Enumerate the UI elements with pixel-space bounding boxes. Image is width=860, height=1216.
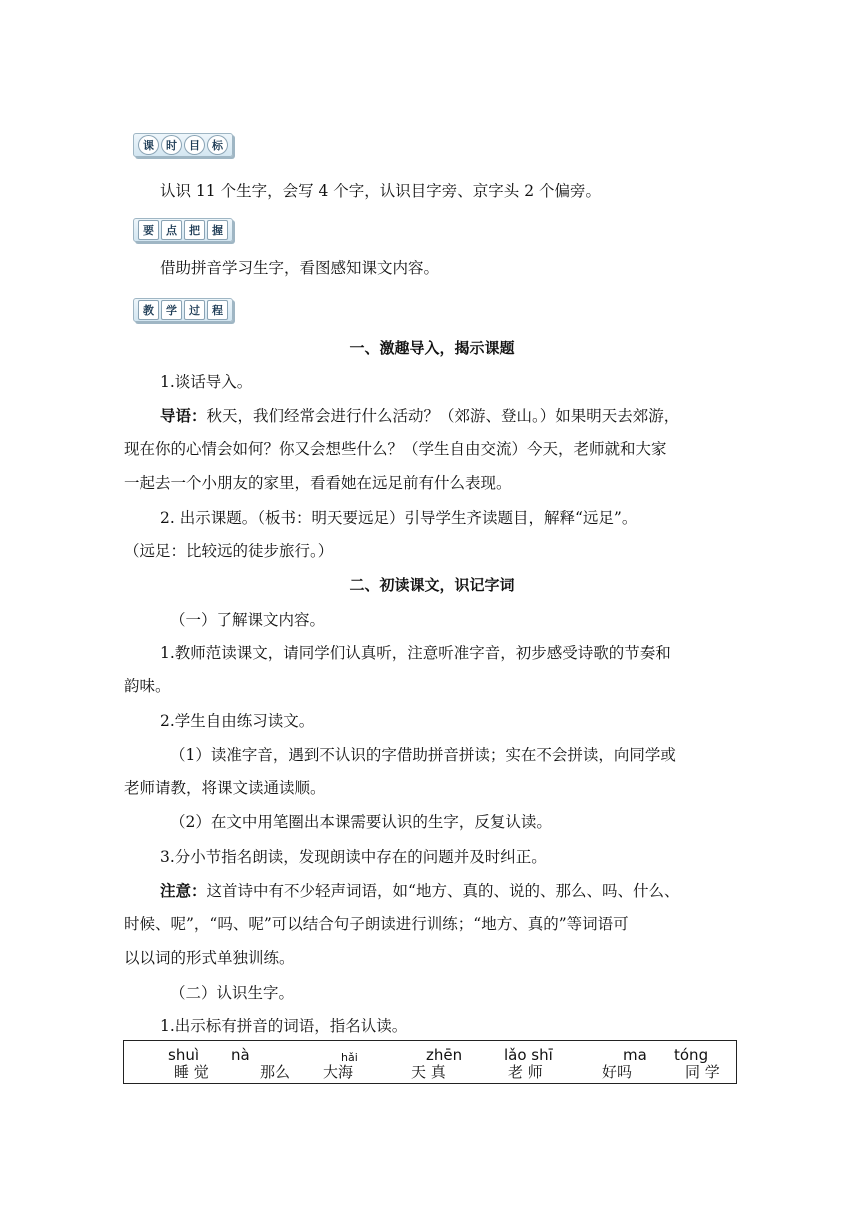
- tag-char: 程: [207, 300, 228, 320]
- tag-char: 标: [207, 135, 228, 155]
- section-heading: 一、激趣导入，揭示课题: [349, 339, 515, 357]
- guide-paragraph: [160, 406, 740, 426]
- pinyin-word-table: [123, 1040, 737, 1084]
- note-text: 这首诗中有不少轻声词语，如“地方、真的、说的、那么、吗、什么、: [206, 882, 680, 900]
- paragraph: 2.学生自由练习读文。: [160, 712, 315, 730]
- tag-char: 要: [138, 220, 159, 240]
- guide-label: 导语：: [160, 407, 207, 425]
- objectives-tag: [133, 133, 233, 157]
- keypoints-text: 借助拼音学习生字，看图感知课文内容。: [160, 259, 440, 277]
- pinyin: hǎi: [341, 1051, 358, 1064]
- word: 同 学: [685, 1063, 720, 1081]
- paragraph-line: 以以词的形式单独训练。: [124, 949, 295, 967]
- tag-char: 时: [161, 135, 182, 155]
- word: 老 师: [508, 1063, 543, 1081]
- word: 天 真: [411, 1063, 446, 1081]
- pinyin: lǎo shī: [504, 1046, 553, 1064]
- tag-char: 教: [138, 300, 159, 320]
- paragraph-line: （远足：比较远的徒步旅行。）: [124, 542, 334, 560]
- word: 好吗: [602, 1063, 633, 1081]
- tag-char: 把: [184, 220, 205, 240]
- paragraph: 3.分小节指名朗读，发现朗读中存在的问题并及时纠正。: [160, 848, 547, 866]
- paragraph-line: 时候、呢”，“吗、呢”可以结合句子朗读进行训练；“地方、真的”等词语可: [124, 915, 629, 933]
- note-paragraph: [160, 881, 740, 901]
- keypoints-tag: [133, 218, 233, 242]
- paragraph: 1.出示标有拼音的词语，指名认读。: [160, 1017, 408, 1035]
- word: 大海: [323, 1063, 354, 1081]
- tag-char: 握: [207, 220, 228, 240]
- pinyin: ma: [623, 1046, 647, 1064]
- paragraph-line: 老师请教，将课文读通读顺。: [124, 779, 326, 797]
- pinyin: nà: [231, 1046, 250, 1064]
- tag-char: 学: [161, 300, 182, 320]
- process-tag: [133, 298, 233, 322]
- paragraph: 2. 出示课题。（板书：明天要远足）引导学生齐读题目，解释“远足”。: [160, 509, 638, 527]
- note-label: 注意：: [160, 882, 207, 900]
- tag-char: 目: [184, 135, 205, 155]
- paragraph: （一）了解课文内容。: [170, 611, 326, 629]
- word: 睡 觉: [174, 1063, 209, 1081]
- paragraph-line: 韵味。: [124, 677, 171, 695]
- pinyin: zhēn: [426, 1046, 463, 1064]
- pinyin: tóng: [674, 1046, 709, 1064]
- paragraph-line: 一起去一个小朋友的家里，看看她在远足前有什么表现。: [124, 474, 512, 492]
- guide-text: 秋天，我们经常会进行什么活动？（郊游、登山。）如果明天去郊游，: [206, 407, 680, 425]
- paragraph: 1.教师范读课文，请同学们认真听，注意听准字音，初步感受诗歌的节奏和: [160, 644, 671, 662]
- objectives-text: 认识 11 个生字，会写 4 个字，认识目字旁、京字头 2 个偏旁。: [160, 182, 602, 200]
- paragraph: （二）认识生字。: [170, 984, 295, 1002]
- tag-char: 课: [138, 135, 159, 155]
- word: 那么: [260, 1063, 291, 1081]
- pinyin: shuì: [168, 1046, 199, 1064]
- paragraph: （1）读准字音，遇到不认识的字借助拼音拼读；实在不会拼读，向同学或: [170, 746, 676, 764]
- tag-char: 点: [161, 220, 182, 240]
- section-heading: 二、初读课文，识记字词: [349, 576, 515, 594]
- tag-char: 过: [184, 300, 205, 320]
- paragraph-line: 现在你的心情会如何？你又会想些什么？（学生自由交流）今天，老师就和大家: [124, 440, 667, 458]
- paragraph: 1.谈话导入。: [160, 373, 253, 391]
- paragraph: （2）在文中用笔圈出本课需要认识的生字，反复认读。: [170, 813, 552, 831]
